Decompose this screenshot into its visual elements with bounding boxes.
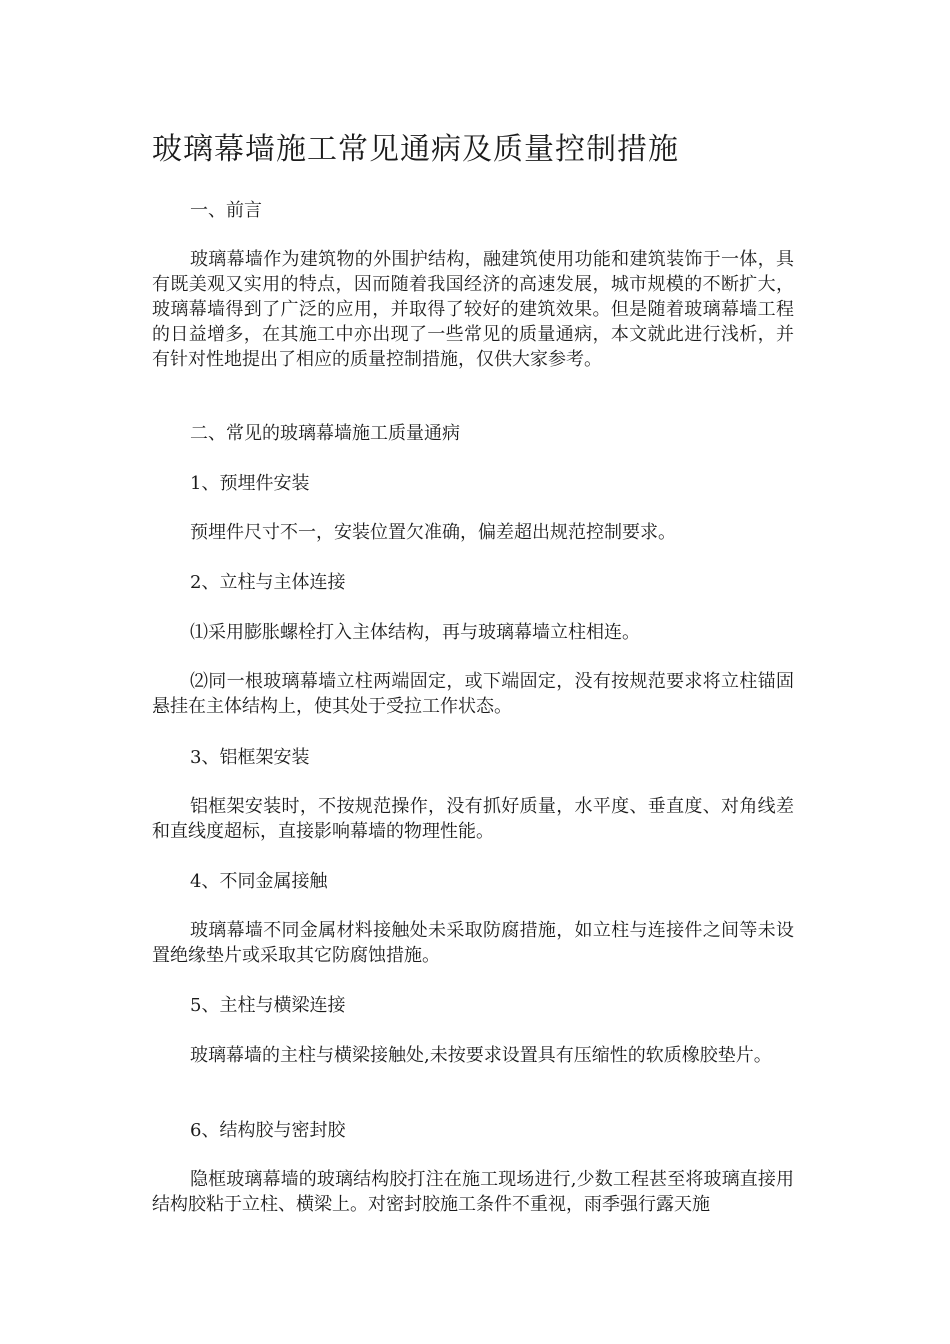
section-heading-preface: 一、前言 bbox=[190, 200, 262, 221]
item-heading-sealant: 6、结构胶与密封胶 bbox=[190, 1120, 346, 1141]
item-heading-column-connection: 2、立柱与主体连接 bbox=[190, 572, 346, 593]
document-title: 玻璃幕墙施工常见通病及质量控制措施 bbox=[152, 132, 679, 167]
item-heading-dissimilar-metals: 4、不同金属接触 bbox=[190, 871, 328, 892]
item-paragraph-column-connection-1: ⑴采用膨胀螺栓打入主体结构，再与玻璃幕墙立柱相连。 bbox=[190, 622, 640, 643]
item-heading-embedded-parts: 1、预埋件安装 bbox=[190, 473, 310, 494]
item-heading-column-beam: 5、主柱与横梁连接 bbox=[190, 995, 346, 1016]
preface-paragraph: 玻璃幕墙作为建筑物的外围护结构，融建筑使用功能和建筑装饰于一体，具有既美观又实用的特点，因而随着我国经济的高速发展，城市规模的不断扩大，玻璃幕墙得到了广泛的应用，并取得了较好的建筑效果。但是随着玻璃幕墙工程的日益增多，在其施工中亦出现了一些常见的质量通病，本文就此进行浅析，并有针对性地提出了相应的质量控制措施，仅供大家参考。 bbox=[152, 249, 794, 370]
item-paragraph-aluminum-frame: 铝框架安装时，不按规范操作，没有抓好质量，水平度、垂直度、对角线差和直线度超标，直接影响幕墙的物理性能。 bbox=[152, 796, 794, 842]
item-paragraph-sealant: 隐框玻璃幕墙的玻璃结构胶打注在施工现场进行,少数工程甚至将玻璃直接用结构胶粘于立柱、横梁上。对密封胶施工条件不重视，雨季强行露天施 bbox=[152, 1169, 794, 1215]
item-heading-aluminum-frame: 3、铝框架安装 bbox=[190, 747, 310, 768]
item-paragraph-embedded-parts: 预埋件尺寸不一，安装位置欠准确，偏差超出规范控制要求。 bbox=[190, 522, 676, 543]
item-paragraph-dissimilar-metals: 玻璃幕墙不同金属材料接触处未采取防腐措施，如立柱与连接件之间等未设置绝缘垫片或采取其它防腐蚀措施。 bbox=[152, 920, 794, 966]
section-heading-common-defects: 二、常见的玻璃幕墙施工质量通病 bbox=[190, 423, 460, 444]
item-paragraph-column-connection-2: ⑵同一根玻璃幕墙立柱两端固定，或下端固定，没有按规范要求将立柱锚固悬挂在主体结构上，使其处于受拉工作状态。 bbox=[152, 671, 794, 717]
item-paragraph-column-beam: 玻璃幕墙的主柱与横梁接触处,未按要求设置具有压缩性的软质橡胶垫片。 bbox=[190, 1045, 772, 1066]
